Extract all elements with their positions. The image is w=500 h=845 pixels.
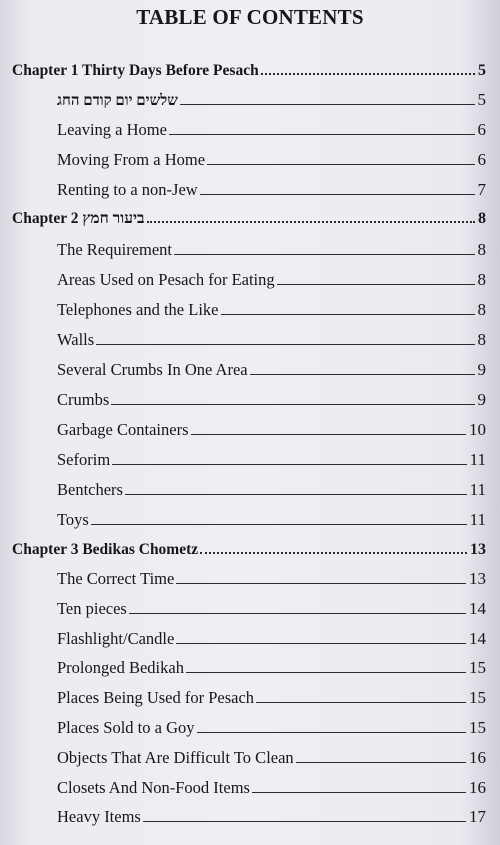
entry-text: Several Crumbs In One Area xyxy=(57,360,248,379)
dot-leader xyxy=(200,194,475,195)
page-number: 15 xyxy=(469,718,486,737)
page-number: 8 xyxy=(478,210,486,227)
entry-text: Places Being Used for Pesach xyxy=(57,688,255,707)
entry-title xyxy=(57,569,174,589)
page-number: 5 xyxy=(477,90,486,109)
entry-title xyxy=(57,658,184,678)
entry-title xyxy=(57,718,195,738)
chapter-title xyxy=(12,541,198,559)
entry-title xyxy=(57,778,250,798)
dot-leader xyxy=(197,732,467,733)
entry-title xyxy=(57,180,198,200)
entry-title xyxy=(57,480,123,500)
entry-text: Ten pieces xyxy=(57,599,127,618)
entry-text: Chapter 2 xyxy=(12,210,79,227)
page-number: 14 xyxy=(469,629,486,648)
entry-title xyxy=(57,270,275,290)
page-number: 10 xyxy=(469,420,486,439)
dot-leader xyxy=(125,494,467,495)
entry-text: Leaving a Home xyxy=(57,120,167,139)
entry-title xyxy=(57,390,109,410)
toc-entry xyxy=(0,625,500,649)
page-number: 11 xyxy=(469,450,486,469)
toc-entry xyxy=(0,595,500,619)
entry-text: Closets And Non-Food Items xyxy=(57,778,250,797)
entry-title xyxy=(57,510,89,530)
toc-entry xyxy=(0,506,500,530)
dot-leader xyxy=(252,792,466,793)
dot-leader xyxy=(129,613,466,614)
dot-leader xyxy=(112,464,466,465)
entry-text: Telephones and the Like xyxy=(57,300,219,319)
page-number: 16 xyxy=(469,748,486,767)
toc-entry xyxy=(0,774,500,798)
dot-leader xyxy=(143,821,466,822)
dot-leader xyxy=(176,643,466,644)
dot-leader xyxy=(180,104,475,105)
page-number: 7 xyxy=(477,180,486,199)
toc-chapter-entry xyxy=(0,204,500,228)
dot-leader xyxy=(91,524,467,525)
entry-text: Garbage Containers xyxy=(57,420,189,439)
entry-title xyxy=(57,120,167,140)
toc-entry xyxy=(0,146,500,170)
page-number: 17 xyxy=(469,807,486,826)
page-number: 8 xyxy=(477,300,486,319)
toc-entry xyxy=(0,326,500,350)
entry-title xyxy=(57,330,94,350)
entry-text: Bentchers xyxy=(57,480,123,499)
page-number: 8 xyxy=(477,330,486,349)
entry-text: Walls xyxy=(57,330,95,349)
entry-text: Moving From a Home xyxy=(57,150,206,169)
dot-leader xyxy=(261,73,475,75)
entry-title xyxy=(57,420,189,440)
chapter-title xyxy=(12,210,145,228)
dot-leader xyxy=(256,702,466,703)
entry-text: Crumbs xyxy=(57,390,110,409)
dot-leader xyxy=(277,284,475,285)
toc-entry xyxy=(0,476,500,500)
page-number: 5 xyxy=(478,62,486,79)
entry-text: Chapter 1 Thirty Days Before Pesach xyxy=(12,62,259,79)
entry-text: Prolonged Bedikah xyxy=(57,658,184,677)
toc-entry xyxy=(0,446,500,470)
dot-leader xyxy=(174,254,474,255)
dot-leader xyxy=(147,221,475,223)
dot-leader xyxy=(296,762,466,763)
toc-entry xyxy=(0,565,500,589)
page-number: 15 xyxy=(469,688,486,707)
entry-title xyxy=(57,360,248,380)
entry-title xyxy=(57,688,254,708)
page-number: 8 xyxy=(477,240,486,259)
toc-entry xyxy=(0,86,500,110)
page-number: 6 xyxy=(477,120,486,139)
chapter-title xyxy=(12,62,259,80)
entry-text: Toys xyxy=(57,510,89,529)
entry-text: Renting to a non-Jew xyxy=(57,180,198,199)
entry-text: Flashlight/Candle xyxy=(57,629,175,648)
entry-text: The Correct Time xyxy=(57,569,175,588)
toc-chapter-entry xyxy=(0,535,500,559)
toc-entry xyxy=(0,386,500,410)
toc-entry xyxy=(0,654,500,678)
entry-title xyxy=(57,240,172,260)
page-number: 9 xyxy=(477,360,486,379)
toc-entry xyxy=(0,116,500,140)
toc-entry xyxy=(0,744,500,768)
page-number: 14 xyxy=(469,599,486,618)
dot-leader xyxy=(111,404,474,405)
dot-leader xyxy=(169,134,475,135)
entry-title xyxy=(57,93,178,110)
toc-entry xyxy=(0,714,500,738)
entry-title xyxy=(57,807,141,827)
entry-text: Seforim xyxy=(57,450,111,469)
dot-leader xyxy=(250,374,475,375)
page-title: TABLE OF CONTENTS xyxy=(136,5,364,29)
dot-leader xyxy=(221,314,475,315)
toc-entry xyxy=(0,176,500,200)
page-number: 9 xyxy=(477,390,486,409)
entry-text: Areas Used on Pesach for Eating xyxy=(57,270,275,289)
toc-entry xyxy=(0,803,500,827)
toc-entry xyxy=(0,236,500,260)
entry-title xyxy=(57,300,219,320)
dot-leader xyxy=(186,672,466,673)
entry-text: Chapter 3 Bedikas Chometz xyxy=(12,541,199,558)
dot-leader xyxy=(200,552,467,554)
entry-title xyxy=(57,599,127,619)
page-number: 11 xyxy=(469,510,486,529)
toc-entry xyxy=(0,416,500,440)
dot-leader xyxy=(176,583,466,584)
entry-title xyxy=(57,629,174,649)
entry-title xyxy=(57,450,110,470)
entry-text: שלשים יום קודם החג xyxy=(57,93,178,109)
entry-text: Heavy Items xyxy=(57,807,141,826)
toc-entry xyxy=(0,684,500,708)
toc-entry xyxy=(0,356,500,380)
page-number: 8 xyxy=(477,270,486,289)
page-number: 16 xyxy=(469,778,486,797)
page-number: 13 xyxy=(469,569,486,588)
toc-entry xyxy=(0,296,500,320)
page-number: 11 xyxy=(469,480,486,499)
page-number: 15 xyxy=(469,658,486,677)
dot-leader xyxy=(207,164,474,165)
chapter-hebrew-title: ביעור חמץ xyxy=(82,210,145,227)
entry-text: Objects That Are Difficult To Clean xyxy=(57,748,294,767)
dot-leader xyxy=(191,434,467,435)
entry-text: The Requirement xyxy=(57,240,173,259)
page-number: 6 xyxy=(477,150,486,169)
toc-chapter-entry xyxy=(0,56,500,80)
entry-text: Places Sold to a Goy xyxy=(57,718,195,737)
page-number: 13 xyxy=(470,541,486,558)
dot-leader xyxy=(96,344,474,345)
entry-title xyxy=(57,150,205,170)
toc-entry xyxy=(0,266,500,290)
entry-title xyxy=(57,748,294,768)
